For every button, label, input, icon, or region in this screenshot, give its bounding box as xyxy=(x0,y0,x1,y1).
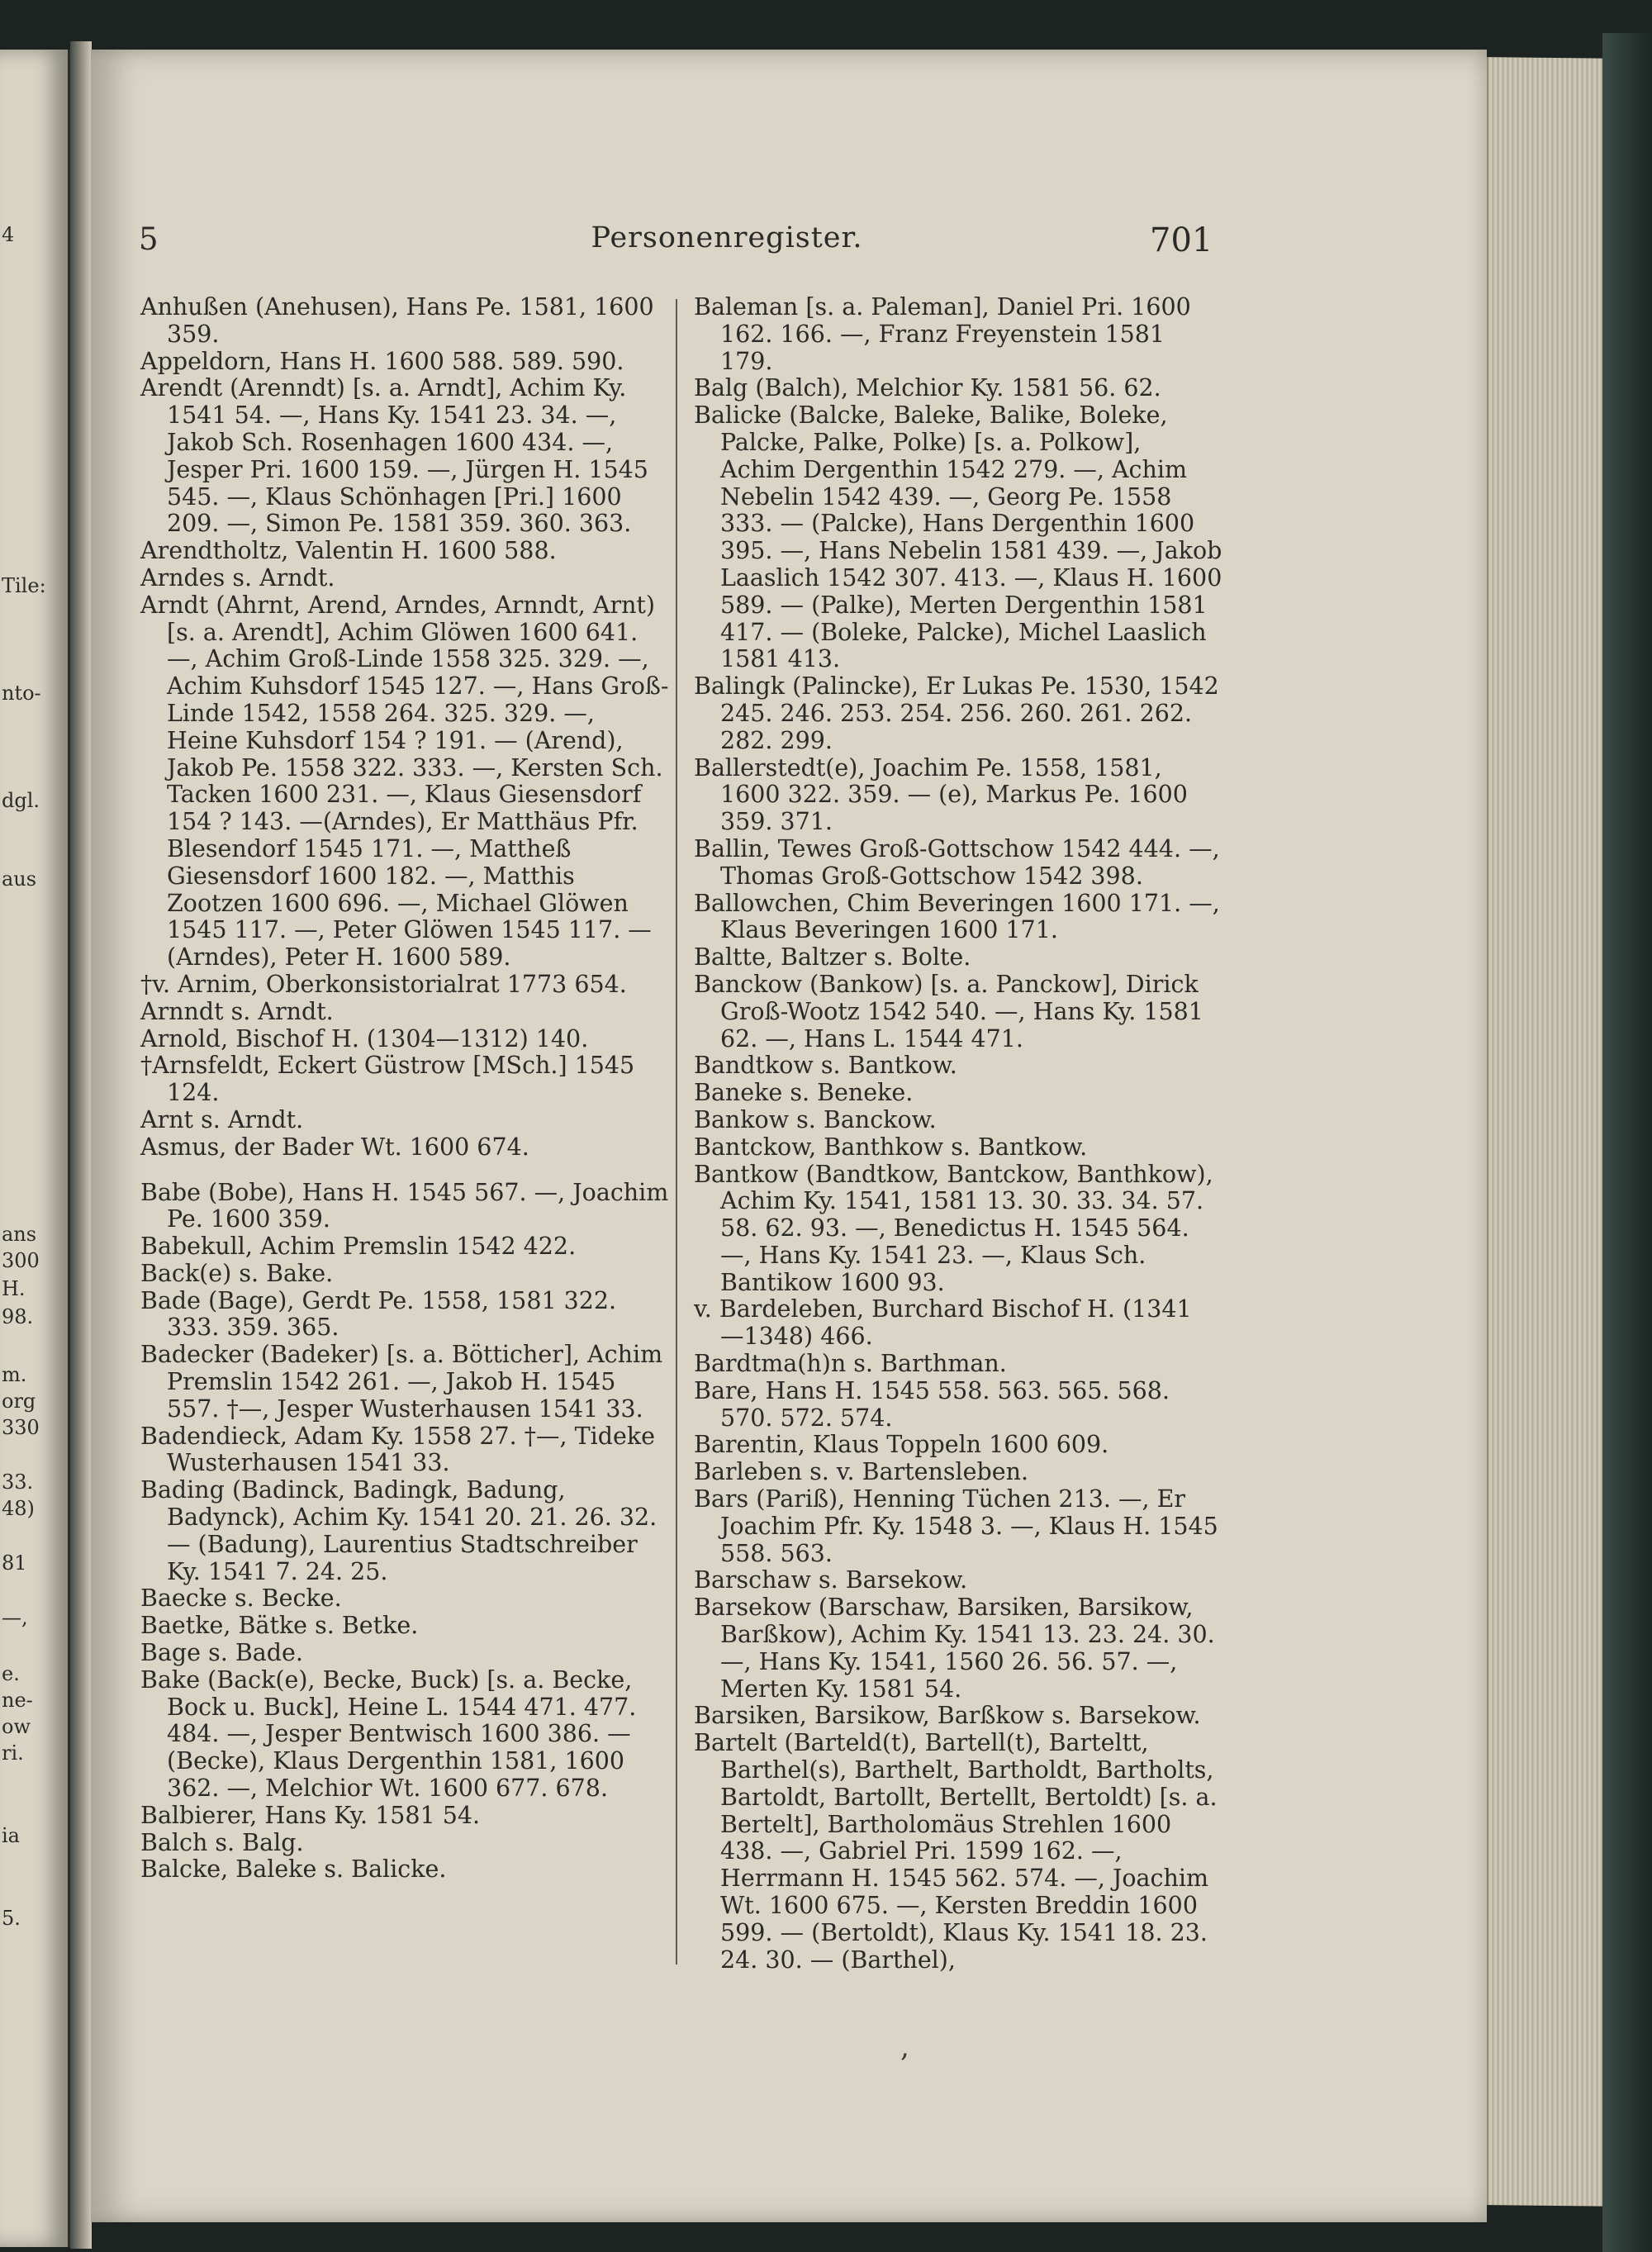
index-entry: Bars (Pariß), Henning Tüchen 213. —, Er Joachim Pfr. Ky. 1548 3. —, Klaus H. 1545 558. 563. xyxy=(694,1485,1218,1567)
index-column-right xyxy=(694,294,1222,1974)
index-entry: Ballin, Tewes Groß-Gottschow 1542 444. —, Thomas Groß-Gottschow 1542 398. xyxy=(694,834,1220,890)
index-entry: Bading (Badinck, Badingk, Badung, Badynck), Achim Ky. 1541 20. 21. 26. 32. — (Badung), Laurentius Stadtschreiber Ky. 1541 7. 24. 25. xyxy=(140,1476,657,1585)
index-entry: Babe (Bobe), Hans H. 1545 567. —, Joachim Pe. 1600 359. xyxy=(140,1178,669,1233)
index-entry: Bankow s. Banckow. xyxy=(694,1105,937,1133)
index-column-left xyxy=(140,294,669,1884)
index-entry: Anhußen (Anehusen), Hans Pe. 1581, 1600 359. xyxy=(140,293,654,348)
margin-fragment: nto- xyxy=(2,682,41,705)
index-entry: Bade (Bage), Gerdt Pe. 1558, 1581 322. 333. 359. 365. xyxy=(140,1286,617,1342)
margin-fragment: ow xyxy=(2,1715,31,1738)
index-entry: Baneke s. Beneke. xyxy=(694,1079,914,1107)
index-entry: v. Bardeleben, Burchard Bischof H. (1341 —1348) 466. xyxy=(694,1295,1192,1351)
index-entry: Bare, Hans H. 1545 558. 563. 565. 568. 570. 572. 574. xyxy=(694,1376,1170,1432)
index-entry: Bantckow, Banthkow s. Bantkow. xyxy=(694,1133,1088,1161)
index-entry: Arendtholtz, Valentin H. 1600 588. xyxy=(140,537,557,565)
index-entry: Bartelt (Barteld(t), Bartell(t), Barteltt, Barthel(s), Barthelt, Bartholdt, Bartholts, Bartoldt, Bartollt, Bertellt, Bertoldt) [s. a. Bertelt], Bartholomäus Strehlen 1600 438. —, Gabriel Pri. 1599 162. —, Herrmann H. 1545 562. 574. —, Joachim Wt. 1600 675. —, Kersten Breddin 1600 599. — (Bertoldt), Klaus Ky. 1541 18. 23. 24. 30. — (Barthel), xyxy=(694,1729,1218,1974)
index-entry: Badecker (Badeker) [s. a. Bötticher], Achim Premslin 1542 261. —, Jakob H. 1545 557. †—, Jesper Wusterhausen 1541 33. xyxy=(140,1341,663,1423)
index-entry: Arnold, Bischof H. (1304—1312) 140. xyxy=(140,1024,589,1052)
index-entry: Balbierer, Hans Ky. 1581 54. xyxy=(140,1801,481,1829)
running-head-title: Personenregister. xyxy=(591,221,863,254)
margin-fragment: 98. xyxy=(2,1305,34,1328)
margin-fragment: 330 xyxy=(2,1416,40,1439)
index-entry: Banckow (Bankow) [s. a. Panckow], Dirick Groß-Wootz 1542 540. —, Hans Ky. 1581 62. —, Hans L. 1544 471. xyxy=(694,970,1203,1052)
index-entry: †v. Arnim, Oberkonsistorialrat 1773 654. xyxy=(140,970,627,998)
margin-fragment: H. xyxy=(2,1277,26,1300)
index-entry: Barsekow (Barschaw, Barsiken, Barsikow, Barßkow), Achim Ky. 1541 13. 23. 24. 30. —, Hans Ky. 1541, 1560 26. 56. 57. —, Merten Ky. 1581 54. xyxy=(694,1594,1215,1703)
index-entry: Babekull, Achim Premslin 1542 422. xyxy=(140,1233,577,1261)
margin-fragment: e. xyxy=(2,1662,20,1685)
page-number: 701 xyxy=(1150,221,1213,259)
running-head-section-number: 5 xyxy=(139,221,159,257)
index-entry: Arnndt s. Arndt. xyxy=(140,997,334,1025)
margin-fragment: ri. xyxy=(2,1741,24,1765)
index-entry: Bantkow (Bandtkow, Bantckow, Banthkow), Achim Ky. 1541, 1581 13. 30. 33. 34. 57. 58. 62. 93. —, Benedictus H. 1545 564. —, Hans Ky. 1541 23. —, Klaus Sch. Bantikow 1600 93. xyxy=(694,1160,1213,1296)
index-entry: Ballerstedt(e), Joachim Pe. 1558, 1581, 1600 322. 359. — (e), Markus Pe. 1600 359. 371. xyxy=(694,753,1188,836)
margin-fragment: ans xyxy=(2,1223,37,1246)
book-gutter xyxy=(70,41,92,2249)
index-entry: Baetke, Bätke s. Betke. xyxy=(140,1612,419,1640)
index-entry: Bake (Back(e), Becke, Buck) [s. a. Becke, Bock u. Buck], Heine L. 1544 471. 477. 484. —, Jesper Bentwisch 1600 386. — (Becke), Klaus Dergenthin 1581, 1600 362. —, Melchior Wt. 1600 677. 678. xyxy=(140,1665,637,1803)
book-cover-edge xyxy=(1602,33,1652,2252)
index-entry: Arndes s. Arndt. xyxy=(140,563,335,592)
section-gap xyxy=(140,1162,669,1180)
index-entry: Bandtkow s. Bantkow. xyxy=(694,1052,957,1080)
index-entry: Appeldorn, Hans H. 1600 588. 589. 590. xyxy=(140,347,624,375)
margin-fragment: dgl. xyxy=(2,789,40,812)
index-entry: Balg (Balch), Melchior Ky. 1581 56. 62. xyxy=(694,374,1161,402)
index-entry: Balingk (Palincke), Er Lukas Pe. 1530, 1542 245. 246. 253. 254. 256. 260. 261. 262. 282. 299. xyxy=(694,672,1219,754)
index-entry: †Arnsfeldt, Eckert Güstrow [MSch.] 1545 124. xyxy=(140,1052,635,1107)
ink-mark: , xyxy=(900,2031,909,2064)
index-entry: Baecke s. Becke. xyxy=(140,1584,342,1613)
index-entry: Barschaw s. Barsekow. xyxy=(694,1566,968,1594)
index-entry: Barleben s. v. Bartensleben. xyxy=(694,1458,1029,1486)
index-entry: Arndt (Ahrnt, Arend, Arndes, Arnndt, Arnt) [s. a. Arendt], Achim Glöwen 1600 641. —, Achim Groß-Linde 1558 325. 329. —, Achim Kuhsdorf 1545 127. —, Hans Groß-Linde 1542, 1558 264. 325. 329. —, Heine Kuhsdorf 154 ? 191. — (Arend), Jakob Pe. 1558 322. 333. —, Kersten Sch. Tacken 1600 231. —, Klaus Giesensdorf 154 ? 143. —(Arndes), Er Matthäus Pfr. Blesendorf 1545 171. —, Mattheß Giesensdorf 1600 182. —, Matthis Zootzen 1600 696. —, Michael Glöwen 1545 117. —, Peter Glöwen 1545 117. — (Arndes), Peter H. 1600 589. xyxy=(140,591,669,972)
index-entry: Bardtma(h)n s. Barthman. xyxy=(694,1350,1007,1378)
index-entry: Barentin, Klaus Toppeln 1600 609. xyxy=(694,1431,1109,1459)
margin-fragment: aus xyxy=(2,867,37,891)
margin-fragment: ne- xyxy=(2,1689,33,1712)
margin-fragment: m. xyxy=(2,1363,27,1386)
index-entry: Baltte, Baltzer s. Bolte. xyxy=(694,943,971,972)
index-entry: Arendt (Arenndt) [s. a. Arndt], Achim Ky. 1541 54. —, Hans Ky. 1541 23. 34. —, Jakob Sch. Rosenhagen 1600 434. —, Jesper Pri. 1600 159. —, Jürgen H. 1545 545. —, Klaus Schönhagen [Pri.] 1600 209. —, Simon Pe. 1581 359. 360. 363. xyxy=(140,374,648,538)
margin-fragment: ia xyxy=(2,1824,20,1847)
index-entry: Balcke, Baleke s. Balicke. xyxy=(140,1855,447,1884)
margin-fragment: 33. xyxy=(2,1470,34,1494)
index-entry: Balch s. Balg. xyxy=(140,1828,304,1856)
margin-fragment: 4 xyxy=(2,223,15,246)
index-entry: Baleman [s. a. Paleman], Daniel Pri. 1600 162. 166. —, Franz Freyenstein 1581 179. xyxy=(694,293,1191,375)
column-divider xyxy=(676,299,677,1965)
index-entry: Ballowchen, Chim Beveringen 1600 171. —, Klaus Beveringen 1600 171. xyxy=(694,889,1220,944)
margin-fragment: org xyxy=(2,1390,36,1413)
margin-fragment: 48) xyxy=(2,1497,35,1520)
index-entry: Asmus, der Bader Wt. 1600 674. xyxy=(140,1133,529,1161)
index-entry: Badendieck, Adam Ky. 1558 27. †—, Tideke Wusterhausen 1541 33. xyxy=(140,1422,655,1477)
index-entry: Arnt s. Arndt. xyxy=(140,1105,304,1133)
margin-fragment: —, xyxy=(2,1606,28,1629)
margin-fragment: 5. xyxy=(2,1907,21,1930)
page-fore-edge xyxy=(1487,57,1621,2207)
index-entry: Bage s. Bade. xyxy=(140,1639,303,1667)
index-entry: Balicke (Balcke, Baleke, Balike, Boleke, Palcke, Palke, Polke) [s. a. Polkow], Achim Dergenthin 1542 279. —, Achim Nebelin 1542 439. —, Georg Pe. 1558 333. — (Palcke), Hans Dergenthin 1600 395. —, Hans Nebelin 1581 439. —, Jakob Laaslich 1542 307. 413. —, Klaus H. 1600 589. — (Palke), Merten Dergenthin 1581 417. — (Boleke, Palcke), Michel Laaslich 1581 413. xyxy=(694,401,1222,673)
index-entry: Back(e) s. Bake. xyxy=(140,1259,334,1287)
margin-fragment: Tile: xyxy=(2,574,46,597)
margin-fragment: 81 xyxy=(2,1551,27,1575)
margin-fragment: 300 xyxy=(2,1249,40,1272)
index-entry: Barsiken, Barsikow, Barßkow s. Barsekow. xyxy=(694,1702,1201,1730)
